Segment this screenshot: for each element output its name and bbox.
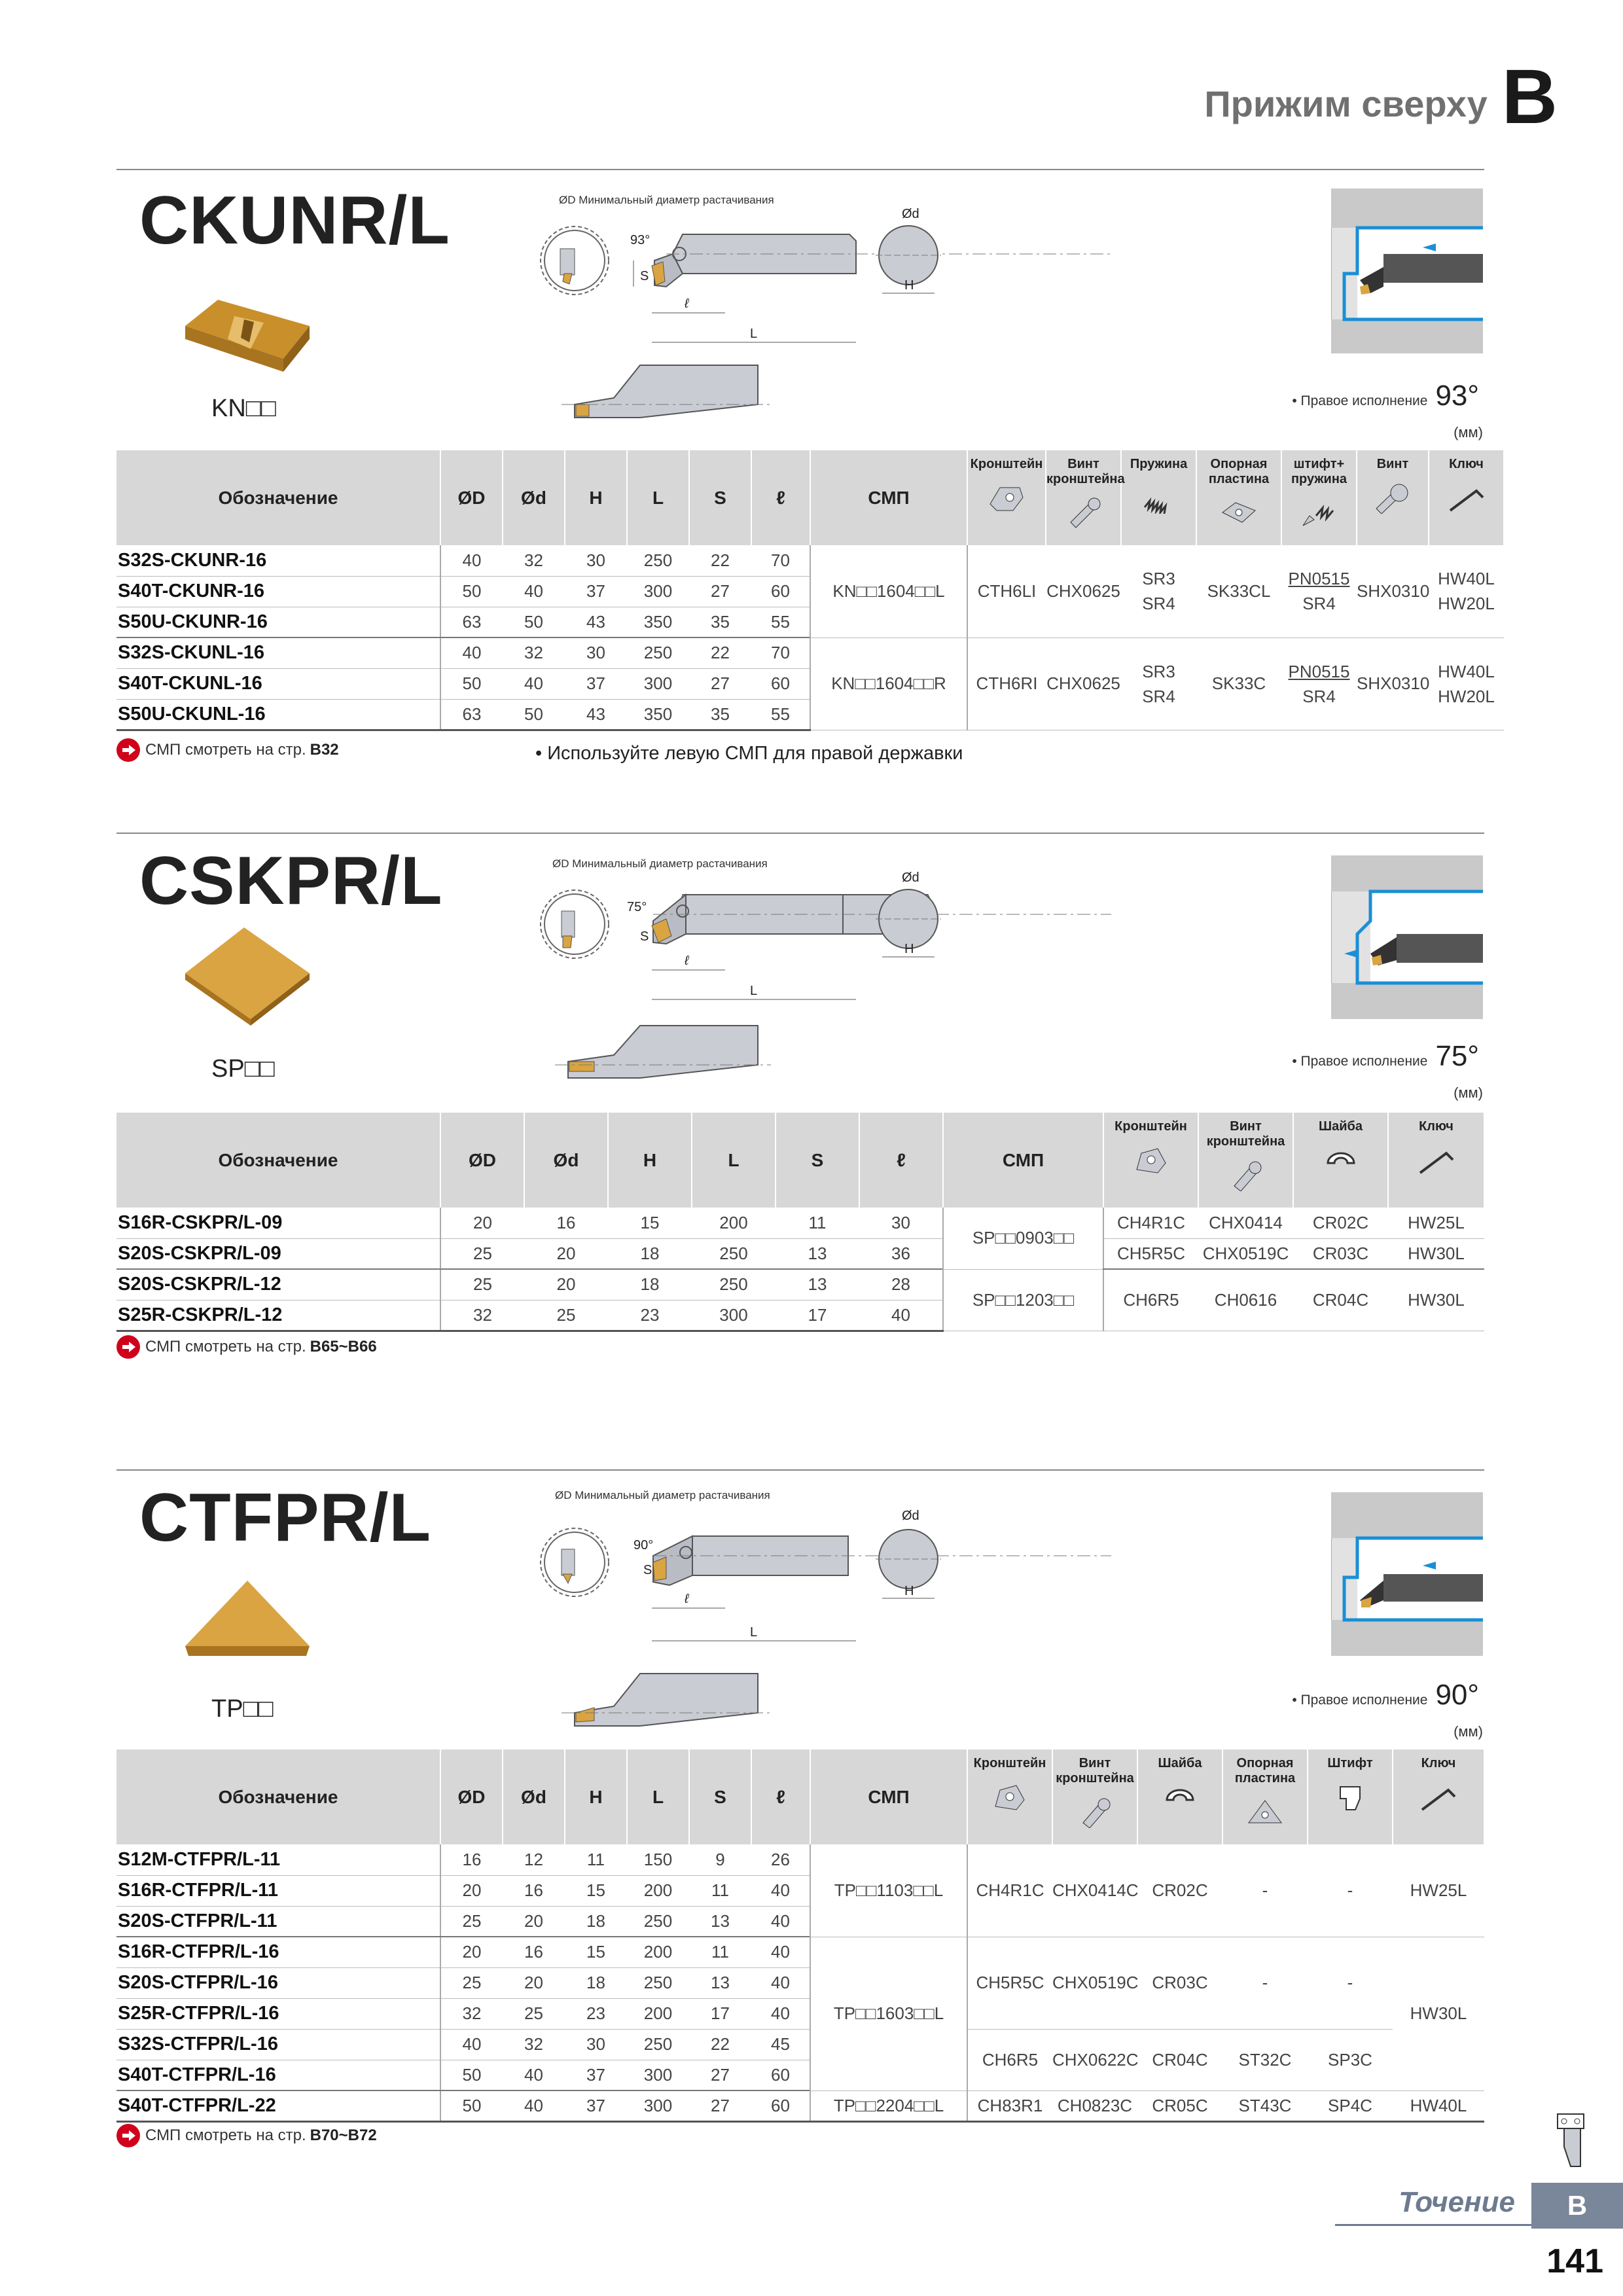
insert-ref-note[interactable]: СМП смотреть на стр. B70~B72 bbox=[116, 2124, 377, 2147]
col-S: S bbox=[689, 1749, 751, 1844]
col-pin-spring: штифт+ пружина bbox=[1281, 450, 1357, 545]
version-angle: 93° bbox=[1435, 380, 1479, 412]
units-label: (мм) bbox=[1454, 1723, 1483, 1740]
svg-text:H: H bbox=[904, 942, 914, 956]
section-ctfpr bbox=[116, 1469, 1484, 2163]
col-l: ℓ bbox=[751, 1749, 810, 1844]
section-title: CTFPR/L bbox=[139, 1480, 432, 1556]
turning-tool-icon bbox=[1544, 2108, 1597, 2173]
col-washer: Шайба bbox=[1293, 1113, 1388, 1208]
washer-icon bbox=[1160, 1780, 1200, 1813]
page-header bbox=[1204, 54, 1558, 140]
bracket-icon bbox=[990, 1780, 1029, 1813]
min-bore-label: ØD Минимальный диаметр растачивания bbox=[559, 194, 774, 206]
insert-label: SP□□ bbox=[211, 1055, 275, 1083]
table-row: S20S-CSKPR/L-12 25 20 18 250 13 28 SP□□1203□□ CH6R5 CH0616 CR04C HW30L bbox=[116, 1269, 1484, 1300]
col-l: ℓ bbox=[751, 450, 810, 545]
table-row: S40T-CKUNR-16 50 40 37 300 27 60 bbox=[116, 576, 1504, 607]
footer-line bbox=[1335, 2224, 1531, 2226]
col-L: L bbox=[692, 1113, 776, 1208]
section-divider bbox=[116, 1469, 1484, 1471]
col-D: ØD bbox=[440, 1113, 524, 1208]
units-label: (мм) bbox=[1454, 1085, 1483, 1101]
col-L: L bbox=[627, 1749, 689, 1844]
col-insert: СМП bbox=[810, 450, 967, 545]
col-bracket: Кронштейн bbox=[1103, 1113, 1198, 1208]
col-shim: Опорная пластина bbox=[1222, 1749, 1308, 1844]
usage-hint: • Используйте левую СМП для правой державки bbox=[535, 743, 963, 764]
table-row: S20S-CTFPR/L-16 25 20 18 250 13 40 bbox=[116, 1967, 1484, 1998]
svg-text:ℓ: ℓ bbox=[685, 1592, 689, 1606]
svg-text:H: H bbox=[904, 1584, 914, 1598]
clamp-screw-icon bbox=[1373, 481, 1412, 514]
col-bracket: Кронштейн bbox=[967, 1749, 1052, 1844]
min-bore-label: ØD Минимальный диаметр растачивания bbox=[555, 1489, 770, 1501]
footer-tab[interactable]: B bbox=[1531, 2183, 1623, 2229]
version-angle: 90° bbox=[1435, 1679, 1479, 1711]
table-row: S25R-CTFPR/L-16 32 25 23 200 17 40 bbox=[116, 1998, 1484, 2029]
insert-kn-image bbox=[172, 280, 323, 385]
table-row: S16R-CTFPR/L-11 20 16 15 200 11 40 bbox=[116, 1875, 1484, 1906]
svg-text:ℓ: ℓ bbox=[685, 954, 689, 968]
version-label bbox=[1292, 1679, 1479, 1712]
spec-table bbox=[116, 1113, 1485, 1332]
col-S: S bbox=[776, 1113, 859, 1208]
key-icon bbox=[1417, 1143, 1456, 1176]
svg-text:Ød: Ød bbox=[902, 208, 919, 221]
table-row: S12M-CTFPR/L-11 16 12 11 150 9 26 TP□□1103□□L CH4R1C CHX0414C CR02C - - HW25L bbox=[116, 1844, 1484, 1875]
spring-icon bbox=[1139, 481, 1179, 514]
header-title: Прижим сверху bbox=[1204, 83, 1488, 125]
svg-text:L: L bbox=[750, 1625, 758, 1640]
section-title: CSKPR/L bbox=[139, 843, 443, 919]
insert-tp-image bbox=[172, 1574, 323, 1679]
screw-icon bbox=[1064, 496, 1103, 529]
col-clamp-screw: Винт bbox=[1357, 450, 1429, 545]
col-spring: Пружина bbox=[1121, 450, 1196, 545]
key-icon bbox=[1447, 481, 1486, 514]
svg-text:L: L bbox=[750, 327, 758, 341]
bracket-icon bbox=[1132, 1143, 1171, 1176]
col-bracket: Кронштейн bbox=[967, 450, 1046, 545]
col-d: Ød bbox=[503, 450, 565, 545]
insert-sp-image bbox=[172, 921, 323, 1026]
angle-marker: 93° bbox=[630, 233, 651, 247]
col-key: Ключ bbox=[1429, 450, 1504, 545]
col-S: S bbox=[689, 450, 751, 545]
table-row: S20S-CTFPR/L-11 25 20 18 250 13 40 bbox=[116, 1906, 1484, 1937]
min-bore-label: ØD Минимальный диаметр растачивания bbox=[552, 857, 768, 870]
version-angle: 75° bbox=[1435, 1040, 1479, 1072]
col-H: H bbox=[565, 1749, 627, 1844]
table-row: S32S-CTFPR/L-16 40 32 30 250 22 45 CH6R5 CHX0622C CR04C ST32C SP3C bbox=[116, 2029, 1484, 2060]
table-row: S40T-CKUNL-16 50 40 37 300 27 60 bbox=[116, 668, 1504, 699]
table-row: S32S-CKUNR-16 40 32 30 250 22 70 KN□□1604□□L CTH6LI CHX0625 SR3 SR4 SK33CL PN0515 SR4 SHX0310 HW40L HW20L bbox=[116, 545, 1504, 576]
boring-illustration bbox=[1331, 1492, 1483, 1656]
col-H: H bbox=[565, 450, 627, 545]
svg-text:90°: 90° bbox=[633, 1538, 654, 1552]
table-row: S50U-CKUNR-16 63 50 43 350 35 55 bbox=[116, 607, 1504, 637]
version-text: • Правое исполнение bbox=[1292, 1693, 1428, 1708]
svg-text:ℓ: ℓ bbox=[685, 296, 689, 311]
insert-label: KN□□ bbox=[211, 395, 276, 422]
header-letter: B bbox=[1501, 54, 1558, 140]
col-pin: Штифт bbox=[1308, 1749, 1393, 1844]
col-designation: Обозначение bbox=[116, 1749, 440, 1844]
svg-text:H: H bbox=[904, 278, 914, 293]
screw-icon bbox=[1226, 1158, 1266, 1191]
units-label: (мм) bbox=[1454, 424, 1483, 440]
insert-ref-note[interactable]: СМП смотреть на стр. B32 bbox=[116, 738, 339, 762]
col-key: Ключ bbox=[1393, 1749, 1484, 1844]
page-number: 141 bbox=[1546, 2242, 1603, 2280]
insert-label: TP□□ bbox=[211, 1695, 274, 1723]
col-designation: Обозначение bbox=[116, 450, 440, 545]
svg-text:Ød: Ød bbox=[902, 1509, 919, 1523]
table-row: S20S-CSKPR/L-09 25 20 18 250 13 36 CH5R5C CHX0519C CR03C HW30L bbox=[116, 1238, 1484, 1269]
bracket-icon bbox=[987, 481, 1026, 514]
svg-text:Ød: Ød bbox=[902, 872, 919, 885]
section-title: CKUNR/L bbox=[139, 183, 450, 259]
svg-text:S: S bbox=[640, 269, 649, 283]
tool-drawing bbox=[535, 1503, 1137, 1778]
tool-drawing bbox=[535, 208, 1137, 483]
arrow-right-icon bbox=[116, 2124, 140, 2147]
col-insert: СМП bbox=[810, 1749, 967, 1844]
table-row: S25R-CSKPR/L-12 32 25 23 300 17 40 bbox=[116, 1300, 1484, 1331]
section-cskpr bbox=[116, 833, 1484, 1389]
insert-ref-note[interactable]: СМП смотреть на стр. B65~B66 bbox=[116, 1335, 377, 1359]
version-text: • Правое исполнение bbox=[1292, 1054, 1428, 1069]
svg-text:75°: 75° bbox=[627, 900, 647, 914]
triangle-shim-icon bbox=[1245, 1795, 1285, 1828]
col-washer: Шайба bbox=[1137, 1749, 1222, 1844]
table-row: S40T-CTFPR/L-16 50 40 37 300 27 60 bbox=[116, 2060, 1484, 2090]
col-d: Ød bbox=[503, 1749, 565, 1844]
table-row: S16R-CTFPR/L-16 20 16 15 200 11 40 TP□□1603□□L CH5R5C CHX0519C CR03C - - HW30L bbox=[116, 1937, 1484, 1967]
arrow-right-icon bbox=[116, 738, 140, 762]
version-label bbox=[1292, 380, 1479, 412]
col-bracket-screw: Винт кронштейна bbox=[1046, 450, 1121, 545]
col-key: Ключ bbox=[1388, 1113, 1484, 1208]
col-designation: Обозначение bbox=[116, 1113, 440, 1208]
footer-label: Точение bbox=[1399, 2186, 1515, 2218]
pin-spring-icon bbox=[1300, 496, 1339, 529]
table-row: S32S-CKUNL-16 40 32 30 250 22 70 KN□□1604□□R CTH6RI CHX0625 SR3 SR4 SK33C PN0515 SR4 SHX0310 HW40L HW20L bbox=[116, 637, 1504, 668]
col-d: Ød bbox=[524, 1113, 608, 1208]
washer-icon bbox=[1321, 1143, 1361, 1176]
screw-icon bbox=[1075, 1795, 1115, 1828]
boring-illustration bbox=[1331, 188, 1483, 353]
version-label bbox=[1292, 1040, 1479, 1073]
section-divider bbox=[116, 169, 1484, 170]
col-bracket-screw: Винт кронштейна bbox=[1198, 1113, 1293, 1208]
spec-table bbox=[116, 1749, 1485, 2123]
col-shim: Опорная пластина bbox=[1196, 450, 1281, 545]
col-insert: СМП bbox=[943, 1113, 1103, 1208]
section-ckunr bbox=[116, 169, 1495, 797]
spec-table bbox=[116, 450, 1505, 731]
shim-icon bbox=[1219, 496, 1258, 529]
boring-illustration bbox=[1331, 855, 1483, 1019]
section-divider bbox=[116, 833, 1484, 834]
table-row: S16R-CSKPR/L-09 20 16 15 200 11 30 SP□□0903□□ CH4R1C CHX0414 CR02C HW25L bbox=[116, 1208, 1484, 1238]
arrow-right-icon bbox=[116, 1335, 140, 1359]
col-L: L bbox=[627, 450, 689, 545]
col-l: ℓ bbox=[859, 1113, 943, 1208]
tool-drawing bbox=[535, 872, 1137, 1121]
svg-text:L: L bbox=[750, 984, 758, 998]
version-text: • Правое исполнение bbox=[1292, 393, 1428, 408]
table-row: S50U-CKUNL-16 63 50 43 350 35 55 bbox=[116, 699, 1504, 730]
col-bracket-screw: Винт кронштейна bbox=[1052, 1749, 1137, 1844]
svg-text:S: S bbox=[643, 1563, 652, 1577]
key-icon bbox=[1419, 1780, 1458, 1813]
table-row: S40T-CTFPR/L-22 50 40 37 300 27 60 TP□□2204□□L CH83R1 CH0823C CR05C ST43C SP4C HW40L bbox=[116, 2090, 1484, 2121]
col-D: ØD bbox=[440, 1749, 503, 1844]
pin-icon bbox=[1330, 1780, 1370, 1813]
col-D: ØD bbox=[440, 450, 503, 545]
svg-text:S: S bbox=[640, 929, 649, 944]
col-H: H bbox=[608, 1113, 692, 1208]
